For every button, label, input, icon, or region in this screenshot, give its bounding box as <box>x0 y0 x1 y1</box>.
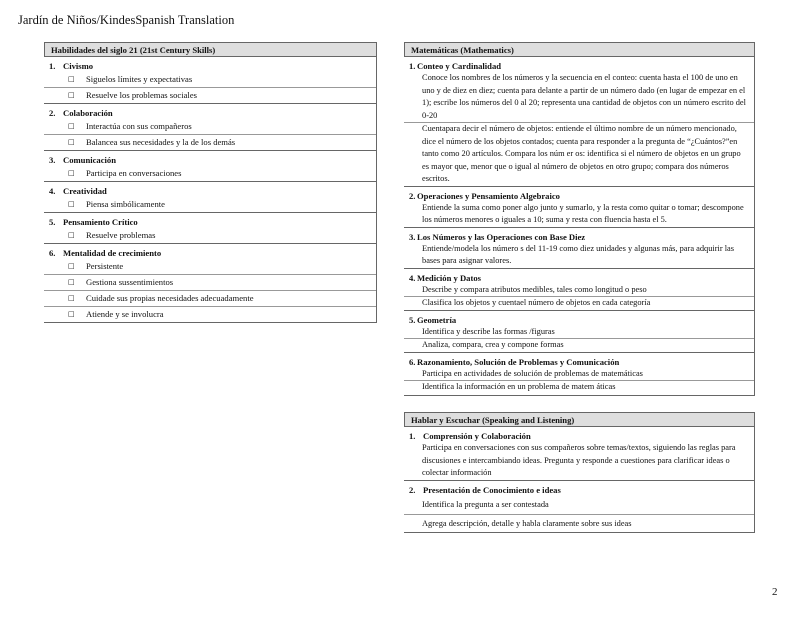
section-number: 1. <box>49 61 56 71</box>
section-number: 4. <box>409 272 416 283</box>
bullet-icon: □ <box>68 231 75 239</box>
bullet-icon: □ <box>68 200 75 208</box>
skills-section-colaboracion <box>44 104 376 151</box>
bullet-icon: □ <box>68 278 75 286</box>
section-title-text: Comprensión y Colaboración <box>423 431 531 441</box>
math-section-conteo <box>404 57 754 187</box>
math-item: Identifica la información en un problema de matem áticas <box>422 382 616 391</box>
section-title-text: Mentalidad de crecimiento <box>63 248 162 258</box>
section-title-text: Civismo <box>63 61 94 71</box>
section-title-text: Pensamiento Crítico <box>63 217 138 227</box>
skills-section-title <box>44 151 376 166</box>
skills-item: □ Balancea sus necesidades y la de los demás <box>44 135 376 150</box>
math-table <box>404 42 755 396</box>
skills-table-header: Habilidades del siglo 21 (21st Century Skills) <box>44 42 376 57</box>
math-section-geometria <box>404 311 754 353</box>
section-title-text: Colaboración <box>63 108 113 118</box>
skills-section-civismo <box>44 57 376 104</box>
math-section-title <box>404 57 754 72</box>
math-item: Conoce los nombres de los números y la secuencia en el conteo: cuenta hasta el 100 de uno en uno y de diez en diez; cuenta para delante a partir de un número dado (en lugar de empezar en el 1); escribe los números del 0 al 20; representa una cantidad de objetos con un número escrito del 0-20 <box>404 72 754 123</box>
skills-item: □ Atiende y se involucra <box>44 307 376 322</box>
section-number: 6. <box>49 248 56 258</box>
math-section-base-diez <box>404 228 754 269</box>
section-number: 2. <box>409 484 416 495</box>
bullet-icon: □ <box>68 122 75 130</box>
skills-item: □ Persistente <box>44 259 376 275</box>
math-item: Identifica y describe las formas /figuras <box>404 326 754 340</box>
section-title-text: Creatividad <box>63 186 107 196</box>
skills-section-title <box>44 182 376 197</box>
speaking-section-title <box>404 427 754 442</box>
section-number: 2. <box>49 108 56 118</box>
math-item: Participa en actividades de solución de problemas de matemáticas <box>404 368 754 382</box>
skills-item: □ Participa en conversaciones <box>44 166 376 181</box>
math-section-razonamiento <box>404 353 754 396</box>
speaking-section-presentacion <box>404 481 754 533</box>
section-number: 3. <box>49 155 56 165</box>
math-item: Entiende/modela los número s del 11-19 como diez unidades y algunas más, para adquirir las bases para asignar valores. <box>422 243 735 265</box>
page-number: 2 <box>772 586 778 598</box>
skills-item: □ Interactúa con sus compañeros <box>44 119 376 135</box>
bullet-icon: □ <box>68 310 75 318</box>
math-item: Analiza, compara, crea y compone formas <box>422 340 564 349</box>
skills-item: □ Piensa simbólicamente <box>44 197 376 212</box>
math-item: Describe y compara atributos medibles, tales como longitud o peso <box>404 284 754 298</box>
speaking-table-header: Hablar y Escuchar (Speaking and Listening) <box>404 412 754 427</box>
skills-section-mentalidad <box>44 244 376 323</box>
skills-item: □ Siguelos límites y expectativas <box>44 72 376 88</box>
section-title-text: Conteo y Cardinalidad <box>417 61 502 71</box>
section-number: 5. <box>409 314 416 325</box>
bullet-icon: □ <box>68 294 75 302</box>
section-number: 5. <box>49 217 56 227</box>
skills-item: □ Resuelve los problemas sociales <box>44 88 376 103</box>
bullet-icon: □ <box>68 169 75 177</box>
math-section-operaciones <box>404 187 754 228</box>
section-title-text: Razonamiento, Solución de Problemas y Comunicación <box>417 356 620 367</box>
page-title: Jardín de Niños/KindesSpanish Translation <box>18 13 235 27</box>
section-title-text: Presentación de Conocimiento e ideas <box>423 484 561 495</box>
speaking-item: Identifica la pregunta a ser contestada <box>404 496 754 516</box>
skills-item: □ Gestiona sussentimientos <box>44 275 376 291</box>
math-section-title <box>404 353 754 368</box>
section-number: 1. <box>409 431 416 441</box>
bullet-icon: □ <box>68 75 75 83</box>
bullet-icon: □ <box>68 91 75 99</box>
section-title-text: Comunicación <box>63 155 116 165</box>
bullet-icon: □ <box>68 262 75 270</box>
skills-section-creatividad <box>44 182 376 213</box>
section-number: 3. <box>409 231 416 242</box>
section-number: 1. <box>409 61 416 71</box>
math-section-title <box>404 228 754 243</box>
section-title-text: Medición y Datos <box>417 272 481 283</box>
math-section-title <box>404 311 754 326</box>
speaking-section-comprension <box>404 427 754 481</box>
section-number: 6. <box>409 356 416 367</box>
math-section-title <box>404 269 754 284</box>
skills-section-title <box>44 104 376 119</box>
speaking-item: Participa en conversaciones con sus compañeros sobre temas/textos, siguiendo las reglas para discusiones e intercambiando ideas. Pregunta y responde a cuestiones para clarificar ideas o colectar información <box>422 443 736 477</box>
speaking-item: Agrega descripción, detalle y habla claramente sobre sus ideas <box>422 519 632 528</box>
math-table-header: Matemáticas (Mathematics) <box>404 42 754 57</box>
speaking-section-title <box>404 481 754 496</box>
section-number: 4. <box>49 186 56 196</box>
skills-item: □ Cuidade sus propias necesidades adecuadamente <box>44 291 376 307</box>
skills-section-pensamiento-critico <box>44 213 376 244</box>
math-section-title <box>404 187 754 202</box>
skills-section-title <box>44 244 376 259</box>
section-number: 2. <box>409 190 416 201</box>
skills-section-title <box>44 213 376 228</box>
section-title-text: Operaciones y Pensamiento Algebraico <box>417 190 560 201</box>
skills-section-comunicacion <box>44 151 376 182</box>
bullet-icon: □ <box>68 138 75 146</box>
skills-table <box>44 42 377 323</box>
skills-item: □ Resuelve problemas <box>44 228 376 243</box>
section-title-text: Los Números y las Operaciones con Base Diez <box>417 231 586 242</box>
skills-section-title <box>44 57 376 72</box>
speaking-table <box>404 412 755 533</box>
math-item: Clasifica los objetos y cuentael número de objetos en cada categoría <box>422 298 651 307</box>
math-item: Entiende la suma como poner algo junto y sumarlo, y la resta como quitar o tomar; descompone los números menores o iguales a 10; suma y resta con fluencia hasta el 5. <box>422 202 744 224</box>
section-title-text: Geometría <box>417 314 457 325</box>
math-item: Cuentapara decir el número de objetos: entiende el último nombre de un número mencionado, dice el número de los objetos contados; cuenta para responder a la pregunta de “¿Cuántos?”en tanto como 20 artículos. Compara los núm er os: identifica si el número de objetos en un grupo es mayor que, menor que o igual al número de objetos en otro grupo; compara dos números escritos. <box>422 124 741 183</box>
math-section-medicion <box>404 269 754 311</box>
